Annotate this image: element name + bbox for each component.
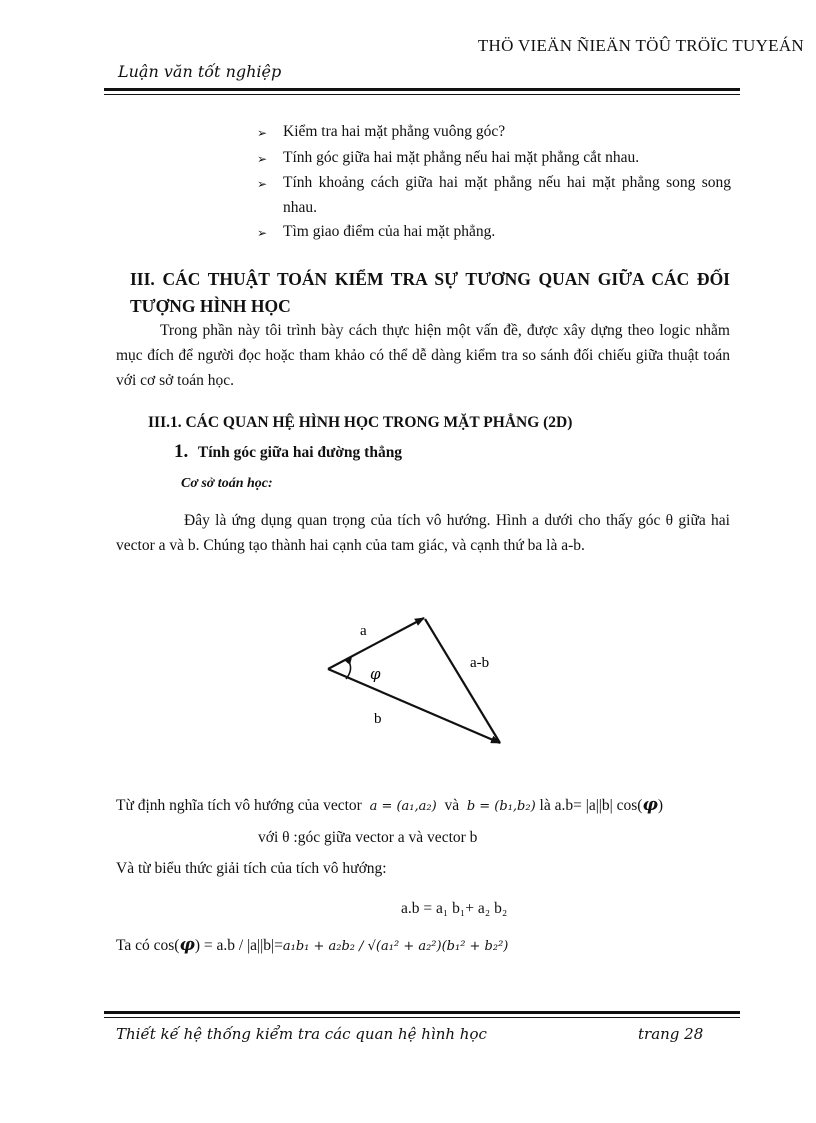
list-item: ➢ Tính góc giữa hai mặt phẳng nếu hai mặt phẳng cắt nhau. <box>257 146 731 172</box>
section-heading: III. CÁC THUẬT TOÁN KIỂM TRA SỰ TƯƠNG QUAN GIỮA CÁC ĐỐI TƯỢNG HÌNH HỌC <box>130 269 730 316</box>
item-number: 1. <box>174 441 189 462</box>
vector-a-formula: a = (a₁,a₂) <box>369 799 437 814</box>
list-item: ➢ Tìm giao điểm của hai mặt phẳng. <box>257 220 731 246</box>
definition-line: Từ định nghĩa tích vô hướng của vector a = (a₁,a₂) và b = (b₁,b₂) là a.b= |a||b| cos(φ) <box>116 795 664 815</box>
header-rule-thick <box>104 88 740 91</box>
list-item: ➢ Tính khoảng cách giữa hai mặt phẳng nếu hai mặt phẳng song song nhau. <box>257 171 731 220</box>
cos-formula: a₁b₁ + a₂b₂ / √(a₁² + a₂²)(b₁² + b₂²) <box>282 939 509 954</box>
section-intro: Trong phần này tôi trình bày cách thực hiện một vấn đề, được xây dựng theo logic nhằm mục đích để người đọc hoặc tham khảo có thể dễ dàng kiểm tra so sánh đối chiếu giữa thuật toán với cơ sở toán học. <box>116 322 730 389</box>
arrow-bullet-icon: ➢ <box>257 226 268 240</box>
arrow-bullet-icon: ➢ <box>257 126 268 140</box>
item-title: Tính góc giữa hai đường thẳng <box>197 444 403 461</box>
site-header: THÖ VIEÄN ÑIEÄN TÖÛ TRÖÏC TUYEÁN <box>477 36 804 55</box>
item-heading <box>174 441 402 463</box>
label-phi: φ <box>370 665 381 683</box>
basis-text: Đây là ứng dụng quan trọng của tích vô hướng. Hình a dưới cho thấy góc θ giữa hai vector a và b. Chúng tạo thành hai cạnh của tam giác, và cạnh thứ ba là a-b. <box>116 512 730 554</box>
arrow-bullet-icon: ➢ <box>257 151 268 166</box>
label-a-minus-b: a-b <box>470 655 490 671</box>
dot-product-formula: a.b = a₁ b₁+ a₂ b₂ <box>401 900 508 917</box>
subsection-heading: III.1. CÁC QUAN HỆ HÌNH HỌC TRONG MẶT PHẲNG (2D) <box>148 414 573 431</box>
label-b: b <box>374 711 382 727</box>
basis-label: Cơ sở toán học: <box>181 476 273 491</box>
footer-rule-thick <box>104 1011 740 1014</box>
footer-title: Thiết kế hệ thống kiểm tra các quan hệ hình học <box>116 1025 487 1043</box>
label-a: a <box>360 623 367 639</box>
header-rule-thin <box>104 94 740 95</box>
footer-rule-thin <box>104 1017 740 1018</box>
page-number: trang 28 <box>638 1025 704 1043</box>
thesis-label: Luận văn tốt nghiệp <box>118 62 282 81</box>
vector-a-minus-b <box>425 619 500 743</box>
vector-triangle-figure <box>300 605 530 765</box>
vector-b-formula: b = (b₁,b₂) <box>466 799 536 814</box>
vector-b <box>328 669 500 743</box>
arrow-bullet-icon: ➢ <box>257 177 268 191</box>
bullet-list <box>257 120 731 246</box>
vector-a <box>328 618 424 669</box>
analytic-intro: Và từ biểu thức giải tích của tích vô hướng: <box>116 860 387 877</box>
theta-note: với θ :góc giữa vector a và vector b <box>258 829 478 846</box>
list-item: ➢ Kiểm tra hai mặt phẳng vuông góc? <box>257 120 731 146</box>
cos-formula-line: Ta có cos(φ) = a.b / |a||b|=a₁b₁ + a₂b₂ / √(a₁² + a₂²)(b₁² + b₂²) <box>116 935 509 955</box>
